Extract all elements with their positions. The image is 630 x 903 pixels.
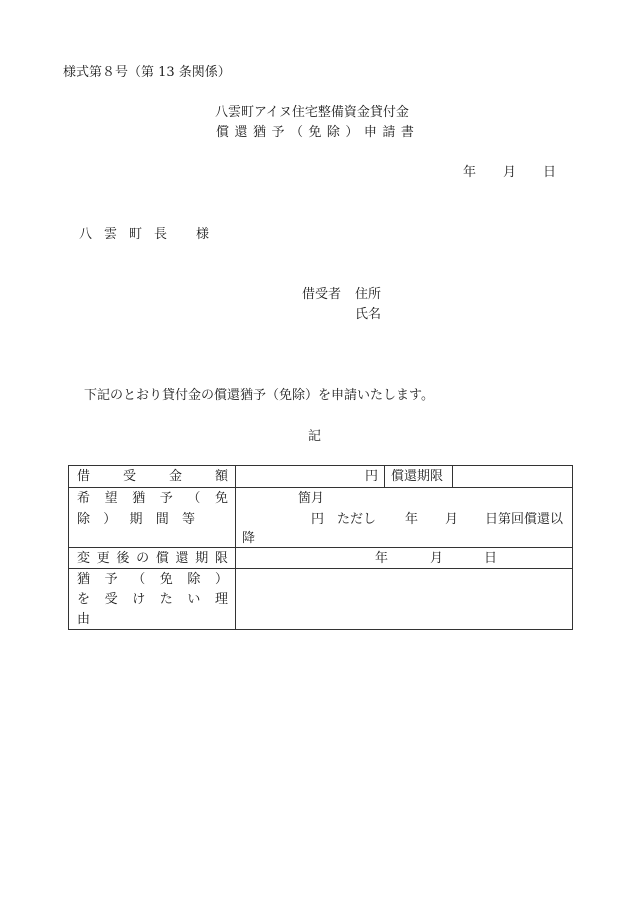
- desired-period-months: 箇月: [298, 491, 325, 506]
- table-rule-2: [69, 547, 572, 548]
- applicant-address-label: 住所: [355, 287, 382, 302]
- date-month: 月: [503, 165, 517, 180]
- table-rule-3: [69, 568, 572, 569]
- addressee-honorific: 様: [196, 227, 210, 242]
- desired-period-repayment-from: 日第回償還以: [485, 512, 564, 527]
- desired-period-month: 月: [445, 512, 459, 527]
- date-year: 年: [463, 165, 477, 180]
- desired-period-yen-tadashi: 円 ただし: [311, 512, 377, 527]
- reason-label-line-3: 由: [77, 612, 91, 627]
- request-body-text: 下記のとおり貸付金の償還猶予（免除）を申請いたします。: [84, 388, 434, 403]
- table-period-divider: [452, 466, 453, 487]
- table-label-divider: [235, 466, 236, 629]
- addressee-name: 八 雲 町 長: [79, 227, 167, 242]
- reason-label-line-2: を 受 け た い 理: [77, 592, 228, 607]
- table-yen-divider: [384, 466, 385, 487]
- table-rule-1: [69, 487, 572, 488]
- reason-field[interactable]: [241, 573, 566, 623]
- desired-period-label-line-1: 希 望 猶 予 （ 免: [77, 491, 228, 506]
- changed-deadline-month: 月: [430, 551, 444, 566]
- application-table: [68, 465, 573, 630]
- repayment-deadline-label: 償還期限: [391, 469, 444, 484]
- changed-deadline-label: 変 更 後 の 償 還 期 限: [77, 551, 228, 566]
- applicant-name-label: 氏名: [355, 307, 382, 322]
- title-line-2: 償 還 猶 予 （ 免 除 ） 申 請 書: [216, 125, 414, 140]
- title-line-1: 八雲町アイヌ住宅整備資金貸付金: [215, 105, 409, 120]
- repayment-deadline-value[interactable]: [459, 470, 567, 484]
- loan-amount-label: 借 受 金 額: [77, 469, 228, 484]
- loan-amount-yen: 円: [365, 469, 379, 484]
- changed-deadline-year: 年: [375, 551, 389, 566]
- date-day: 日: [543, 165, 557, 180]
- desired-period-year: 年: [405, 512, 419, 527]
- reason-label-line-1: 猶 予 （ 免 除 ）: [77, 572, 228, 587]
- desired-period-label-line-2: 除 ） 期 間 等: [77, 512, 195, 527]
- applicant-role: 借受者: [302, 287, 342, 302]
- changed-deadline-day: 日: [484, 551, 498, 566]
- desired-period-ikou: 降: [242, 531, 256, 546]
- form-number: 様式第８号（第 13 条関係）: [63, 65, 231, 80]
- ki-heading: 記: [308, 429, 322, 444]
